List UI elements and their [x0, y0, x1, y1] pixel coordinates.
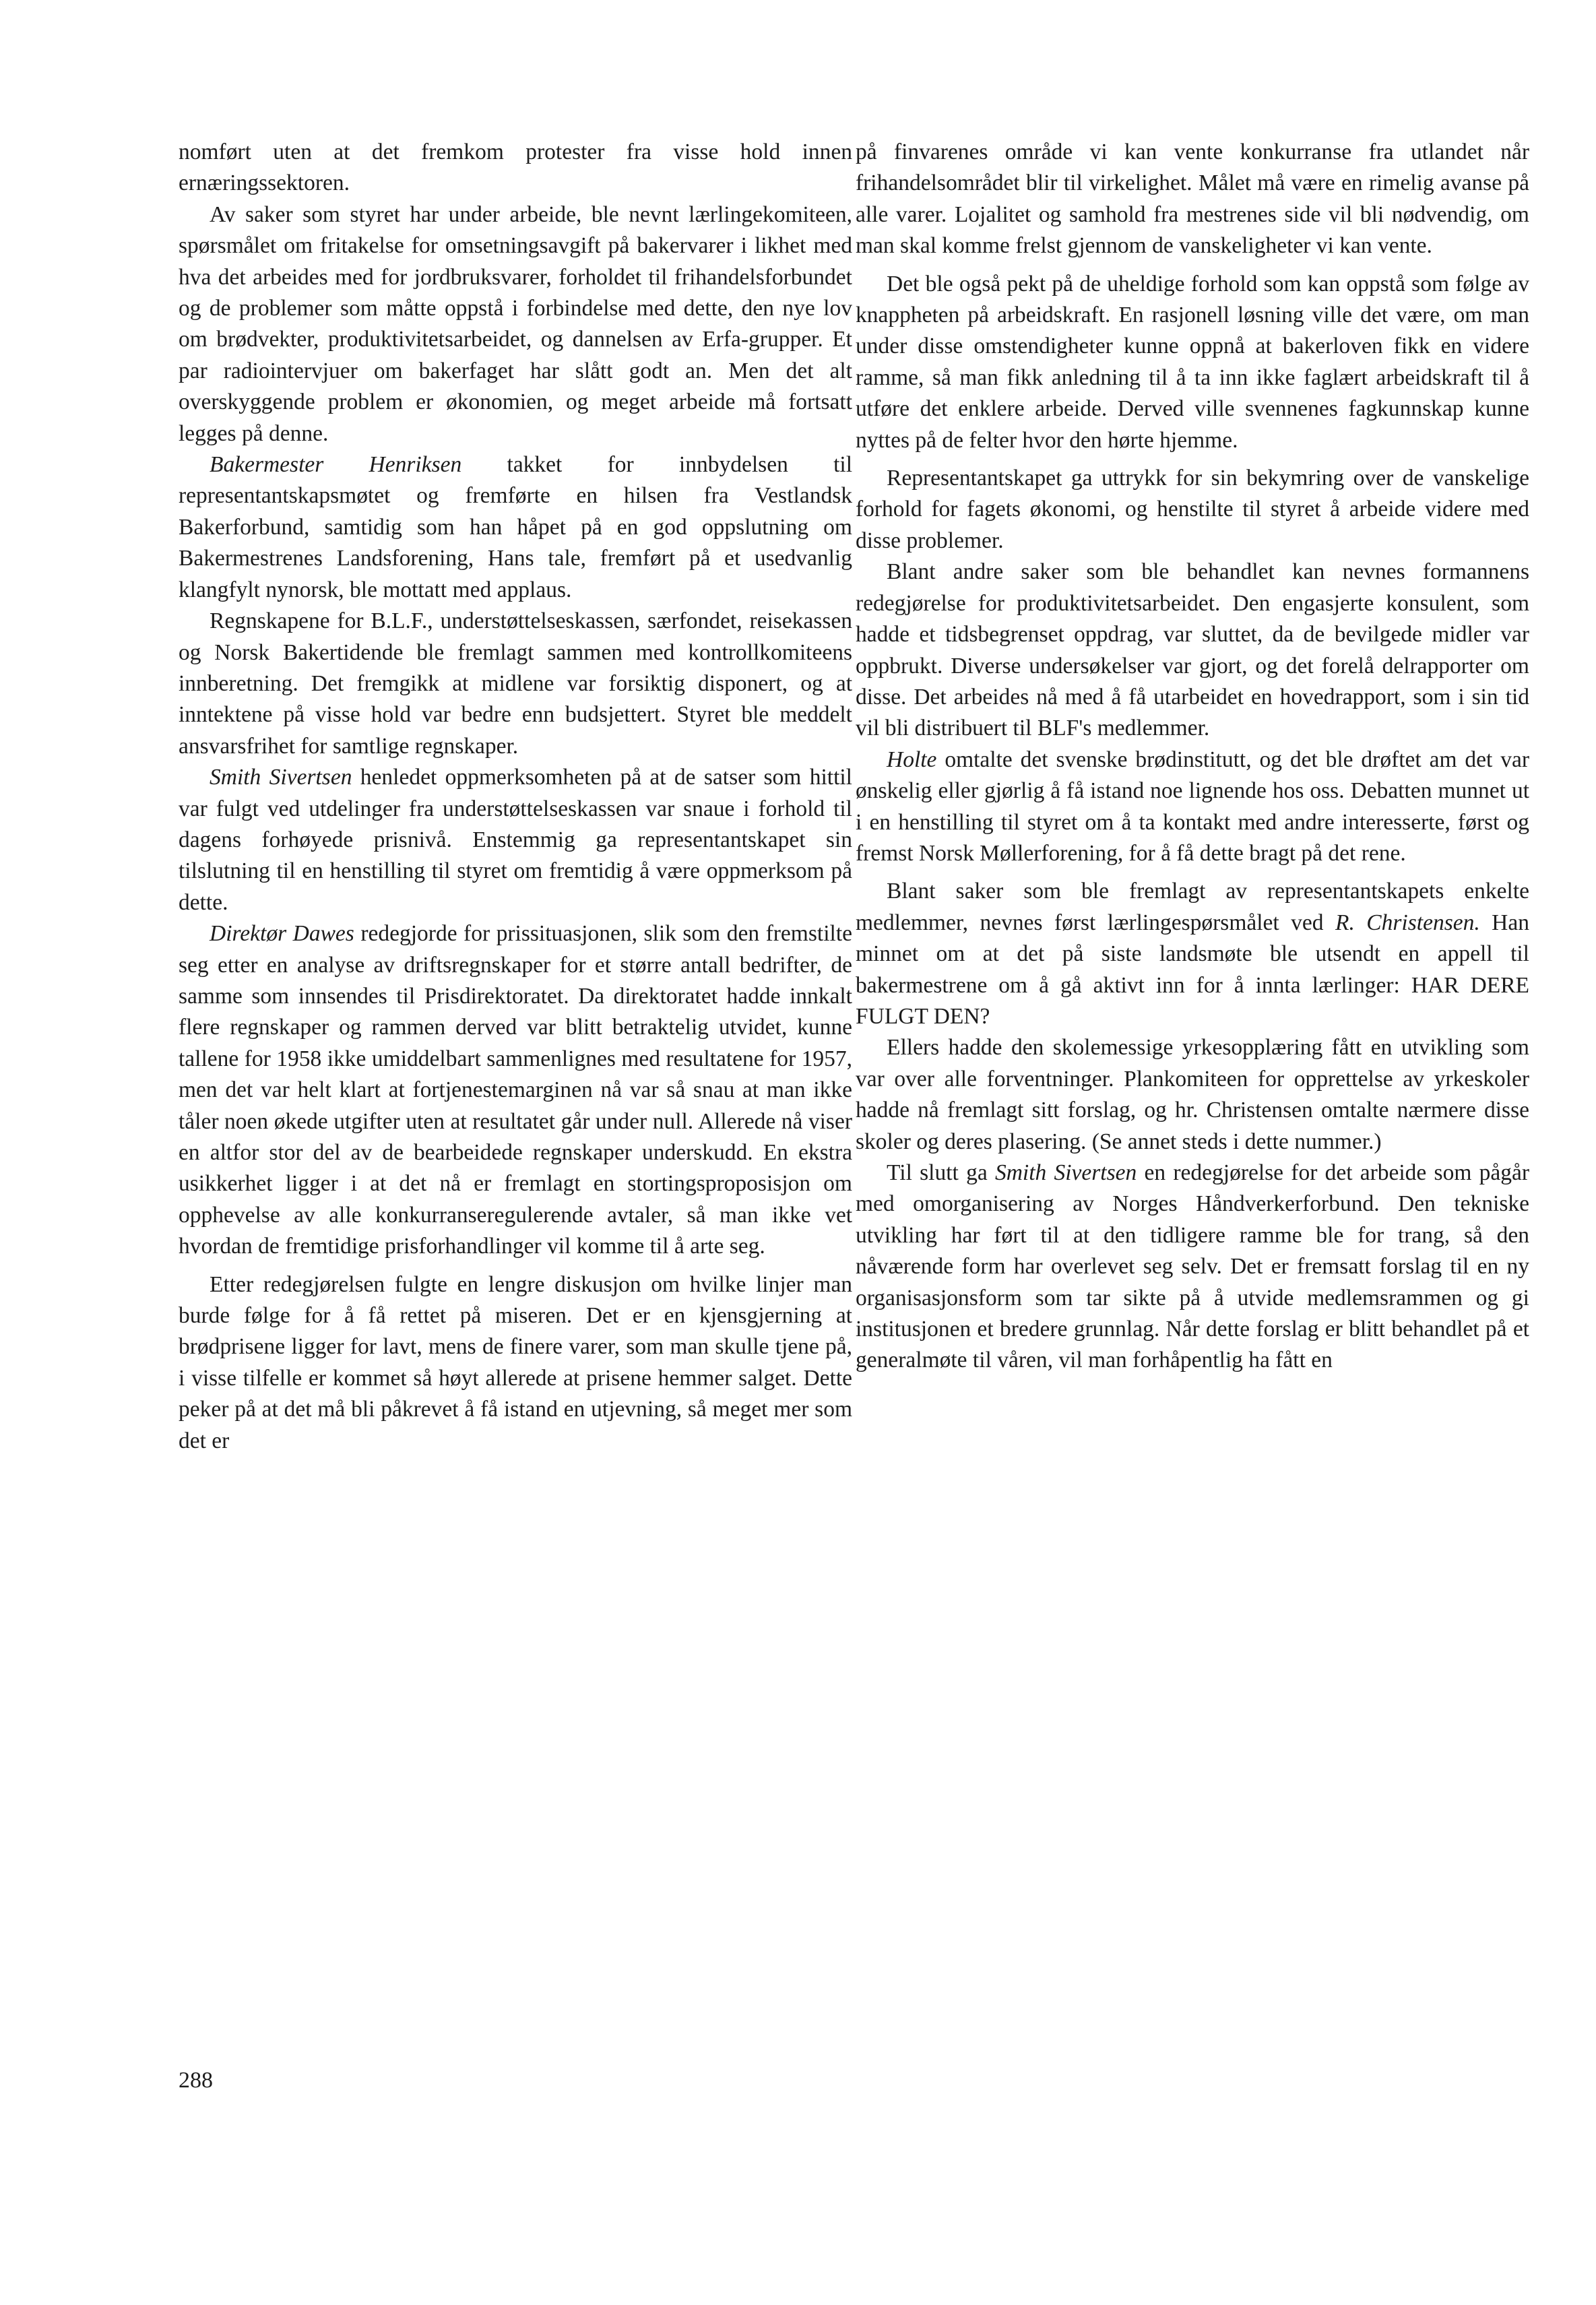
page-number: 288	[179, 2068, 213, 2093]
left-text-column	[179, 137, 852, 1457]
paragraph: på finvarenes område vi kan vente konkurranse fra utlandet når frihandelsområdet blir til virkelighet. Målet må være en rimelig avanse på alle varer. Lojalitet og samhold fra mestrenes side vil bli nødvendig, om man skal komme frelst gjennom de vanskeligheter vi kan vente.	[856, 139, 1529, 259]
paragraph: Det ble også pekt på de uheldige forhold som kan oppstå som følge av knappheten på arbeidskraft. En rasjonell løsning ville det være, om man under disse omstendigheter kunne oppnå at bakerloven fikk en videre ramme, så man fikk anledning til å ta inn ikke faglært arbeidskraft til å utføre det enklere arbeide. Derved ville svennenes fagkunnskap kunne nyttes på de felter hvor den hørte hjemme.	[856, 271, 1529, 453]
paragraph-text: takket for innbydelsen til representantskapsmøtet og fremførte en hilsen fra Vestlandsk Bakerforbund, samtidig som han håpet på en god oppslutning om Bakermestrenes Landsforening, Hans tale, fremført på et usedvanlig klangfylt nynorsk, ble mottatt med applaus.	[179, 452, 853, 602]
paragraph: Representantskapet ga uttrykk for sin bekymring over de vanskelige forhold for fagets økonomi, og henstilte til styret å arbeide videre med disse problemer.	[856, 466, 1529, 553]
paragraph: Etter redegjørelsen fulgte en lengre diskusjon om hvilke linjer man burde følge for å få rettet på miseren. Det er en kjensgjerning at brødprisene ligger for lavt, mens de finere varer, som man skulle tjene på, i visse tilfelle er kommet så høyt allerede at prisene hemmer salget. Dette peker på at det må bli påkrevet å få istand en utjevning, så meget mer som det er	[179, 1271, 852, 1453]
speaker-name: Direktør Dawes	[210, 921, 354, 947]
paragraph: Av saker som styret har under arbeide, ble nevnt lærlingekomiteen, spørsmålet om fritakelse for omsetningsavgift på bakervarer i likhet med hva det arbeides med for jordbruksvarer, forholdet til frihandelsforbundet og de problemer som måtte oppstå i forbindelse med dette, den nye lov om brødvekter, produktivitetsarbeidet, og dannelsen av Erfa-grupper. Et par radiointervjuer om bakerfaget har slått godt an. Men det alt overskyggende problem er økonomien, og meget arbeide må fortsatt legges på denne.	[179, 201, 852, 446]
paragraph-text: Han minnet om at det på siste landsmøte ble utsendt en appell til bakermestrene om å gå aktivt inn for å innta lærlinger: HAR DERE FULGT DEN?	[856, 910, 1529, 1029]
paragraph	[179, 449, 852, 606]
paragraph: Ellers hadde den skolemessige yrkesopplæring fått en utvikling som var over alle forventninger. Plankomiteen for opprettelse av yrkeskoler hadde nå fremlagt sitt forslag, og hr. Christensen omtalte nærmere disse skoler og deres plasering. (Se annet steds i dette nummer.)	[856, 1035, 1529, 1154]
paragraph-text: Blant saker som ble fremlagt av representantskapets enkelte medlemmer, nevnes først lærlingespørsmålet ved	[856, 879, 1529, 935]
paragraph	[856, 876, 1529, 1032]
right-text-column	[856, 137, 1529, 1377]
paragraph-text: omtalte det svenske brødinstitutt, og det ble drøftet am det var ønskelig eller gjørlig å få istand noe lignende hos oss. Debatten munnet ut i en henstilling til styret om å ta kontakt med andre interesserte, først og fremst Norsk Møllerforening, for å få dette bragt på det rene.	[856, 747, 1529, 866]
speaker-name: Smith Sivertsen	[994, 1160, 1137, 1185]
speaker-name: Bakermester Henriksen	[210, 452, 462, 478]
paragraph-text: redegjorde for prissituasjonen, slik som den fremstilte seg etter en analyse av driftsregnskaper for et større antall bedrifter, de samme som innsendes til Prisdirektoratet. Da direktoratet hadde innkalt flere regnskaper og rammen derved var blitt betraktelig utvidet, kunne tallene for 1958 ikke umiddelbart sammenlignes med resultatene for 1957, men det var helt klart at fortjenestemarginen nå var så snau at man ikke tåler noen økede utgifter uten at resultatet går under null. Allerede nå viser en altfor stor del av de bearbeidede regnskaper underskudd. En ekstra usikkerhet ligger i at det nå er fremlagt en stortingsproposisjon om opphevelse av alle konkurranseregulerende avtaler, så man ikke vet hvordan de fremtidige prisforhandlinger vil komme til å arte seg.	[179, 921, 852, 1259]
paragraph	[179, 918, 852, 1262]
paragraph-text: henledet oppmerksomheten på at de satser som hittil var fulgt ved utdelinger fra understøttelseskassen var snaue i forhold til dagens forhøyede prisnivå. Enstemmig ga representantskapet sin tilslutning til en henstilling til styret om fremtidig å være oppmerksom på dette.	[179, 765, 852, 915]
paragraph-text: en redegjørelse for det arbeide som pågår med omorganisering av Norges Håndverkerforbund. Den tekniske utvikling har ført til at den tidligere ramme ble for trang, så den nåværende form har overlevet seg selv. Det er fremsatt forslag til en ny organisasjonsform som tar sikte på å utvide medlemsrammen og gi institusjonen et bredere grunnlag. Når dette forslag er blitt behandlet på et generalmøte til våren, vil man forhåpentlig ha fått en	[856, 1160, 1530, 1373]
paragraph	[856, 1158, 1529, 1377]
speaker-name: R. Christensen.	[1335, 910, 1480, 935]
paragraph: nomført uten at det fremkom protester fra visse hold innen ernæringssektoren.	[179, 139, 852, 196]
paragraph: Blant andre saker som ble behandlet kan nevnes formannens redegjørelse for produktivitetsarbeidet. Den engasjerte konsulent, som hadde et tidsbegrenset oppdrag, var sluttet, da de bevilgede midler var oppbrukt. Diverse undersøkelser var gjort, og det forelå delrapporter om disse. Det arbeides nå med å få utarbeidet en hovedrapport, som i sin tid vil bli distribuert til BLF's medlemmer.	[856, 559, 1529, 741]
speaker-name: Holte	[887, 747, 937, 772]
paragraph-text: Til slutt ga	[887, 1160, 995, 1185]
speaker-name: Smith Sivertsen	[210, 765, 352, 790]
paragraph: Regnskapene for B.L.F., understøttelseskassen, særfondet, reisekassen og Norsk Bakertidende ble fremlagt sammen med kontrollkomiteens innberetning. Det fremgikk at midlene var forsiktig disponert, og at inntektene på visse hold var bedre enn budsjettert. Styret ble meddelt ansvarsfrihet for samtlige regnskaper.	[179, 608, 852, 759]
paragraph	[179, 762, 852, 918]
paragraph	[856, 745, 1529, 870]
